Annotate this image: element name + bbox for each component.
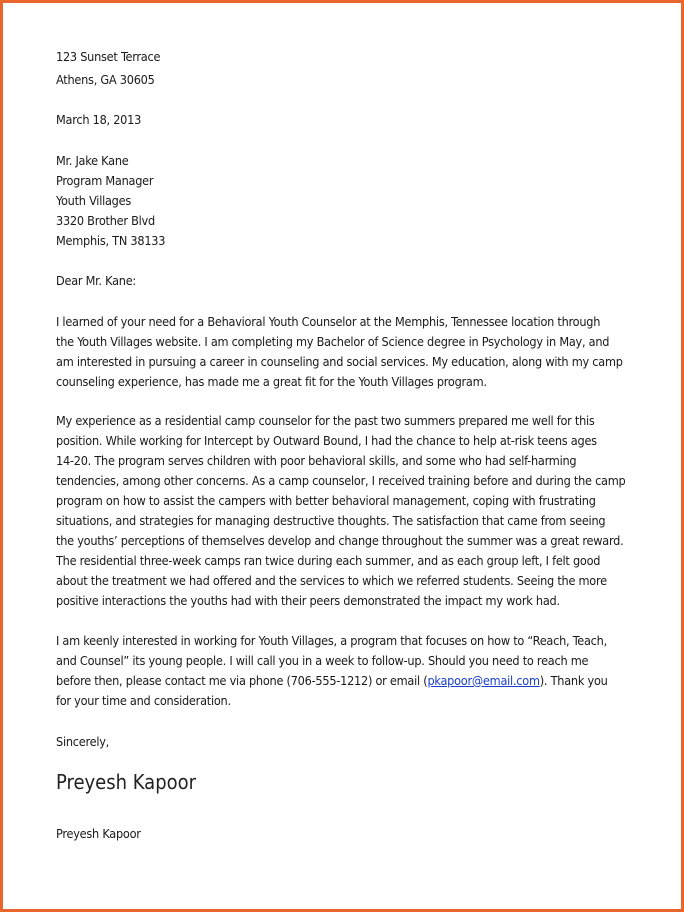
paragraph2-line: My experience as a residential camp counselor for the past two summers prepared me well for this — [56, 413, 595, 428]
recipient-street: 3320 Brother Blvd — [56, 213, 155, 228]
paragraph1-line: the Youth Villages website. I am completing my Bachelor of Science degree in Psychology in May, and — [56, 334, 610, 349]
paragraph2-line: positive interactions the youths had with their peers demonstrated the impact my work had. — [56, 593, 560, 608]
recipient-organization: Youth Villages — [56, 193, 132, 208]
paragraph2-line: the youths’ perceptions of themselves develop and change throughout the summer was a great reward. — [56, 533, 624, 548]
paragraph3-line: I am keenly interested in working for Youth Villages, a program that focuses on how to “Reach, Teach, — [56, 633, 607, 648]
letter-date: March 18, 2013 — [56, 112, 142, 127]
closing: Sincerely, — [56, 734, 110, 749]
paragraph1-line: counseling experience, has made me a great fit for the Youth Villages program. — [56, 374, 487, 389]
paragraph2-line: program on how to assist the campers with better behavioral management, coping with frustrating — [56, 493, 596, 508]
paragraph3-line: for your time and consideration. — [56, 693, 231, 708]
signature: Preyesh Kapoor — [56, 770, 197, 794]
paragraph2-line: The residential three-week camps ran twice during each summer, and as each group left, I felt good — [56, 553, 601, 568]
sender-city-line: Athens, GA 30605 — [56, 72, 155, 87]
recipient-name: Mr. Jake Kane — [56, 153, 129, 168]
recipient-city-line: Memphis, TN 38133 — [56, 233, 166, 248]
printed-name: Preyesh Kapoor — [56, 826, 141, 841]
paragraph3-text-before-email: before then, please contact me via phone (706-555-1212) or email ( — [56, 673, 428, 688]
paragraph1-line: I learned of your need for a Behavioral Youth Counselor at the Memphis, Tennessee location through — [56, 314, 601, 329]
paragraph2-line: position. While working for Intercept by Outward Bound, I had the chance to help at-risk teens ages — [56, 433, 597, 448]
paragraph3-line-with-email — [56, 671, 608, 691]
sender-street: 123 Sunset Terrace — [56, 49, 161, 64]
salutation: Dear Mr. Kane: — [56, 273, 136, 288]
paragraph2-line: 14-20. The program serves children with poor behavioral skills, and some who had self-harming — [56, 453, 577, 468]
recipient-title: Program Manager — [56, 173, 154, 188]
email-link[interactable]: pkapoor@email.com — [427, 673, 540, 688]
paragraph3-line: and Counsel” its young people. I will call you in a week to follow-up. Should you need to reach me — [56, 653, 589, 668]
paragraph3-text-after-email: ). Thank you — [539, 673, 608, 688]
paragraph1-line: am interested in pursuing a career in counseling and social services. My education, along with my camp — [56, 354, 623, 369]
paragraph2-line: situations, and strategies for managing destructive thoughts. The satisfaction that came from seeing — [56, 513, 606, 528]
paragraph2-line: about the treatment we had offered and the services to which we referred students. Seeing the more — [56, 573, 607, 588]
paragraph2-line: tendencies, among other concerns. As a camp counselor, I received training before and during the camp — [56, 473, 626, 488]
